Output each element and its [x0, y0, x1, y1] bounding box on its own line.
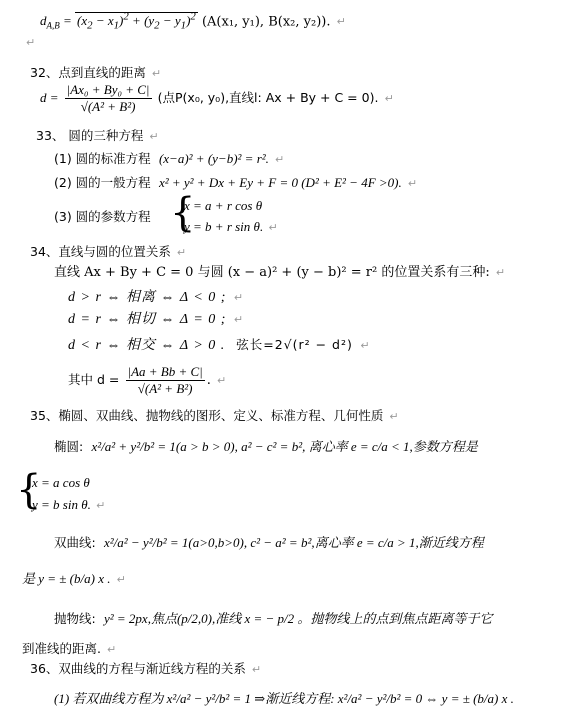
- circle-standard-equation: (1) 圆的标准方程 (x−a)² + (y−b)² = r². ↵: [54, 151, 285, 166]
- ellipse-parametric-x: x = a cos θ: [32, 475, 90, 490]
- return-mark: ↵: [233, 291, 245, 304]
- section-33-title: 33、 圆的三种方程 ↵: [36, 128, 159, 143]
- return-mark: ↵: [268, 221, 278, 234]
- distance-formula-tail: (A(x₁, y₁), B(x₂, y₂)).: [201, 14, 331, 30]
- circle-parametric-y: y = b + r sin θ. ↵: [184, 219, 278, 234]
- circle-general-equation: (2) 圆的一般方程 x² + y² + Dx + Ey + F = 0 (D² + E² − 4F >0). ↵: [54, 175, 418, 190]
- point-line-distance-formula: d = $\frac{\text{|Ax₀ + By₀ + C|}}{\text{√(A² + B²)}}$ (点P(x₀, y₀),直线l: Ax + By + C = 0). ↵: [40, 82, 394, 114]
- return-mark: ↵: [96, 499, 106, 512]
- return-mark: ↵: [407, 177, 418, 190]
- return-mark: ↵: [26, 36, 36, 49]
- distance-formula-line: $d_{A,B} = (x_2 - x_1)^2 + (y_2 - y_1)^2$ (A(x₁, y₁), B(x₂, y₂)). ↵: [40, 11, 346, 32]
- return-mark: ↵: [116, 573, 126, 586]
- section-34-title: 34、直线与圆的位置关系 ↵: [30, 244, 187, 259]
- where-distance-formula: 其中 d = $\frac{|Aa + Bb + C|}{\text{√(A² + B²)}}$ . ↵: [68, 364, 227, 396]
- hyperbola-line: 双曲线: x²/a² − y²/b² = 1(a>0,b>0), c² − a² = b²,离心率 e = c/a > 1,渐近线方程: [54, 535, 484, 550]
- return-mark: ↵: [251, 663, 262, 676]
- case-tangent: d = r ⇔ 相切 ⇔ Δ = 0 ; ↵: [68, 312, 245, 327]
- return-mark: ↵: [360, 339, 371, 352]
- circle-parametric-label: (3) 圆的参数方程: [54, 209, 151, 224]
- ellipse-line: 椭圆: x²/a² + y²/b² = 1(a > b > 0), a² − c² = b², 离心率 e = c/a < 1,参数方程是: [54, 439, 478, 454]
- parametric-brace: {: [170, 190, 196, 236]
- return-mark: ↵: [275, 153, 285, 166]
- circle-parametric-x: x = a + r cos θ: [184, 198, 263, 213]
- case-intersect: d < r ⇔ 相交 ⇔ Δ > 0 . 弦长=2√(r² − d²) ↵: [68, 337, 371, 353]
- return-mark: ↵: [151, 67, 162, 80]
- blank-line: [24, 34, 35, 52]
- parabola-tail: 到准线的距离. ↵: [22, 641, 117, 656]
- return-mark: ↵: [149, 130, 159, 143]
- case-separate: d > r ⇔ 相离 ⇔ Δ < 0 ; ↵: [68, 290, 245, 305]
- center-distance-fraction: $\frac{|Aa + Bb + C|}{\text{√(A² + B²)}}$: [127, 364, 203, 396]
- hyperbola-asymptote-relation: (1) 若双曲线方程为 x²/a² − y²/b² = 1 ⇒渐近线方程: x²/a² − y²/b² = 0 ⇔ y = ± (b/a) x .: [54, 691, 514, 706]
- chord-length: 弦长=2√(r² − d²): [236, 337, 353, 352]
- return-mark: ↵: [217, 374, 227, 387]
- return-mark: ↵: [106, 643, 117, 656]
- ellipse-parametric-brace: {: [16, 467, 42, 513]
- line-circle-intro: 直线 Ax + By + C = 0 与圆 (x − a)² + (y − b)² = r² 的位置关系有三种: ↵: [54, 265, 506, 280]
- return-mark: ↵: [389, 410, 399, 423]
- return-mark: ↵: [336, 15, 346, 29]
- return-mark: ↵: [495, 266, 506, 279]
- section-35-title: 35、椭圆、双曲线、抛物线的图形、定义、标准方程、几何性质 ↵: [30, 408, 399, 423]
- distance-fraction: $\frac{\text{|Ax₀ + By₀ + C|}}{\text{√(A² + B²)}}$: [66, 82, 150, 114]
- ellipse-parametric-y: y = b sin θ. ↵: [32, 497, 106, 512]
- hyperbola-asymptote: 是 y = ± (b/a) x . ↵: [22, 571, 126, 586]
- section-32-title: 32、点到直线的距离 ↵: [30, 65, 162, 80]
- section-36-title: 36、双曲线的方程与渐近线方程的关系 ↵: [30, 661, 262, 676]
- parabola-line: 抛物线: y² = 2px,焦点(p/2,0),准线 x = − p/2 。抛物线上的点到焦点距离等于它: [54, 611, 493, 626]
- return-mark: ↵: [233, 313, 245, 326]
- return-mark: ↵: [176, 246, 187, 259]
- return-mark: ↵: [384, 92, 394, 105]
